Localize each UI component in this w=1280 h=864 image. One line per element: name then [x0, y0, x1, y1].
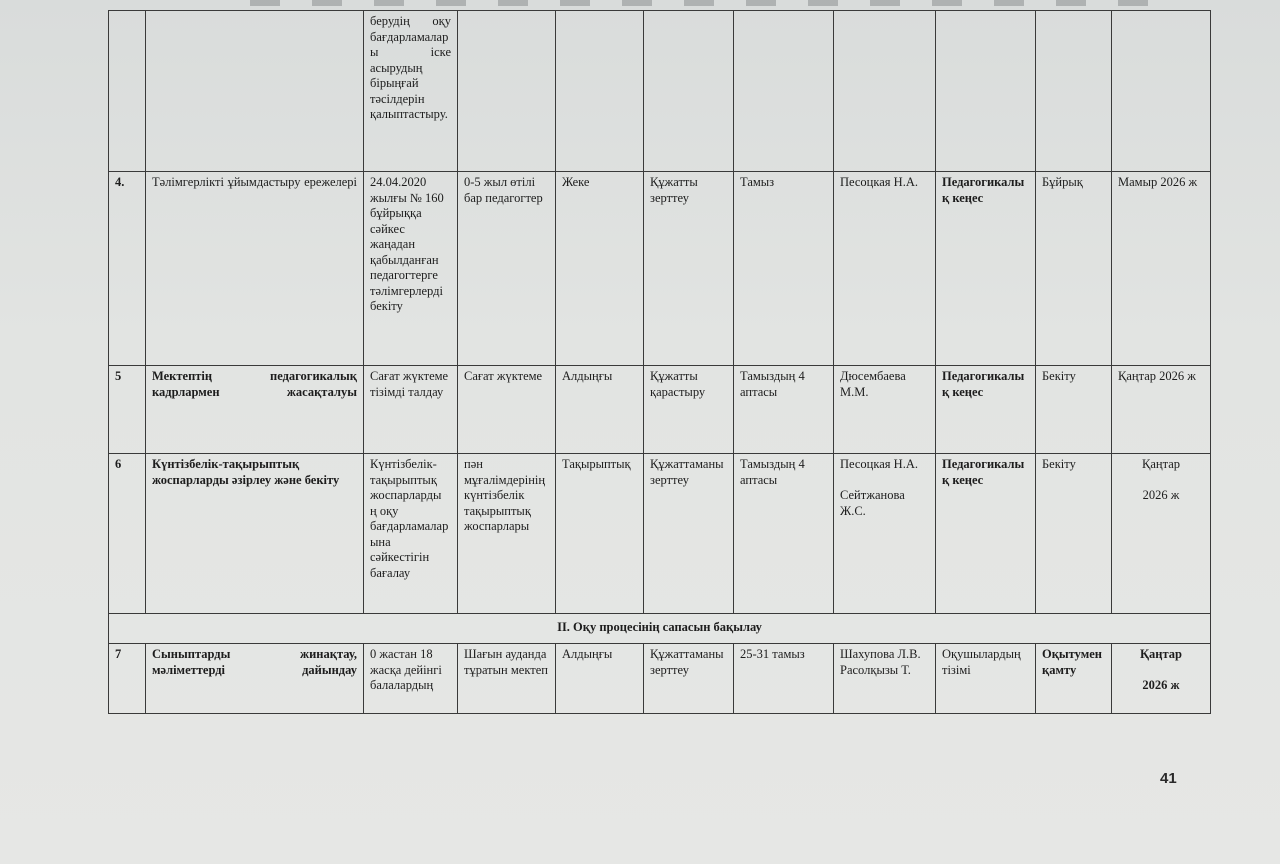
responsible-person: Песоцкая Н.А. Сейтжанова Ж.С.: [834, 454, 936, 614]
row-number: 6: [109, 454, 146, 614]
control-type: Жеке: [556, 172, 644, 366]
control-method: Құжатты зерттеу: [644, 172, 734, 366]
control-subject: Сыныптарды жинақтау, мәліметтерді дайындау: [146, 644, 364, 714]
deadline: Қаңтар 2026 ж: [1112, 644, 1211, 714]
management-decision: Бекіту: [1036, 366, 1112, 454]
responsible-person: Дюсембаева М.М.: [834, 366, 936, 454]
deadline: Қаңтар 2026 ж: [1112, 366, 1211, 454]
responsible-person: Шахупова Л.В. Расолқызы Т.: [834, 644, 936, 714]
table-row: [109, 11, 1211, 172]
control-time: Тамыз: [734, 172, 834, 366]
control-purpose: Күнтізбелік-тақырыптық жоспарларды ң оқу бағдарламаларына сәйкестігін бағалау: [364, 454, 458, 614]
section-title: II. Оқу процесінің сапасын бақылау: [109, 614, 1211, 644]
review-place: [936, 11, 1036, 172]
control-type: Алдыңғы: [556, 644, 644, 714]
binding-edge: [250, 0, 1180, 6]
control-object: 0-5 жыл өтілі бар педагогтер: [458, 172, 556, 366]
control-type: Алдыңғы: [556, 366, 644, 454]
section-header-row: [109, 614, 1211, 644]
review-place: Оқушылардың тізімі: [936, 644, 1036, 714]
management-decision: Бекіту: [1036, 454, 1112, 614]
row-number: 4.: [109, 172, 146, 366]
page-number: 41: [1160, 770, 1177, 787]
row-number: [109, 11, 146, 172]
table-row: [109, 172, 1211, 366]
control-time: Тамыздың 4 аптасы: [734, 454, 834, 614]
review-place: Педагогикалық кеңес: [936, 366, 1036, 454]
control-type: Тақырыптық: [556, 454, 644, 614]
control-subject: Тәлімгерлікті ұйымдастыру ережелері: [146, 172, 364, 366]
control-plan-table: [108, 10, 1211, 714]
review-place: Педагогикалық кеңес: [936, 172, 1036, 366]
control-subject: Күнтізбелік-тақырыптық жоспарларды әзірлеу және бекіту: [146, 454, 364, 614]
control-purpose: 24.04.2020 жылғы № 160 бұйрыққа сәйкес жаңадан қабылданған педагогтерге тәлімгерлерді бекіту: [364, 172, 458, 366]
deadline: Мамыр 2026 ж: [1112, 172, 1211, 366]
control-time: [734, 11, 834, 172]
control-subject: Мектептің педагогикалық кадрлармен жасақталуы: [146, 366, 364, 454]
deadline: Қаңтар 2026 ж: [1112, 454, 1211, 614]
responsible-person: Песоцкая Н.А.: [834, 172, 936, 366]
control-method: Құжаттаманы зерттеу: [644, 644, 734, 714]
table-row: [109, 454, 1211, 614]
responsible-person: [834, 11, 936, 172]
control-object: пән мұғалімдерінің күнтізбелік тақырыптық жоспарлары: [458, 454, 556, 614]
control-purpose: Сағат жүктеме тізімді талдау: [364, 366, 458, 454]
management-decision: Бұйрық: [1036, 172, 1112, 366]
management-decision: Оқытумен қамту: [1036, 644, 1112, 714]
control-subject: [146, 11, 364, 172]
control-method: Құжатты қарастыру: [644, 366, 734, 454]
row-number: 7: [109, 644, 146, 714]
table-row: [109, 644, 1211, 714]
control-purpose: берудің оқу бағдарламалары іске асырудың бірыңғай тәсілдерін қалыптастыру.: [364, 11, 458, 172]
control-purpose: 0 жастан 18 жасқа дейінгі балалардың: [364, 644, 458, 714]
review-place: Педагогикалық кеңес: [936, 454, 1036, 614]
deadline: [1112, 11, 1211, 172]
row-number: 5: [109, 366, 146, 454]
management-decision: [1036, 11, 1112, 172]
control-method: Құжаттаманы зерттеу: [644, 454, 734, 614]
control-time: 25-31 тамыз: [734, 644, 834, 714]
control-object: [458, 11, 556, 172]
control-object: Шағын ауданда тұратын мектеп: [458, 644, 556, 714]
control-type: [556, 11, 644, 172]
control-time: Тамыздың 4 аптасы: [734, 366, 834, 454]
control-object: Сағат жүктеме: [458, 366, 556, 454]
table-row: [109, 366, 1211, 454]
control-method: [644, 11, 734, 172]
